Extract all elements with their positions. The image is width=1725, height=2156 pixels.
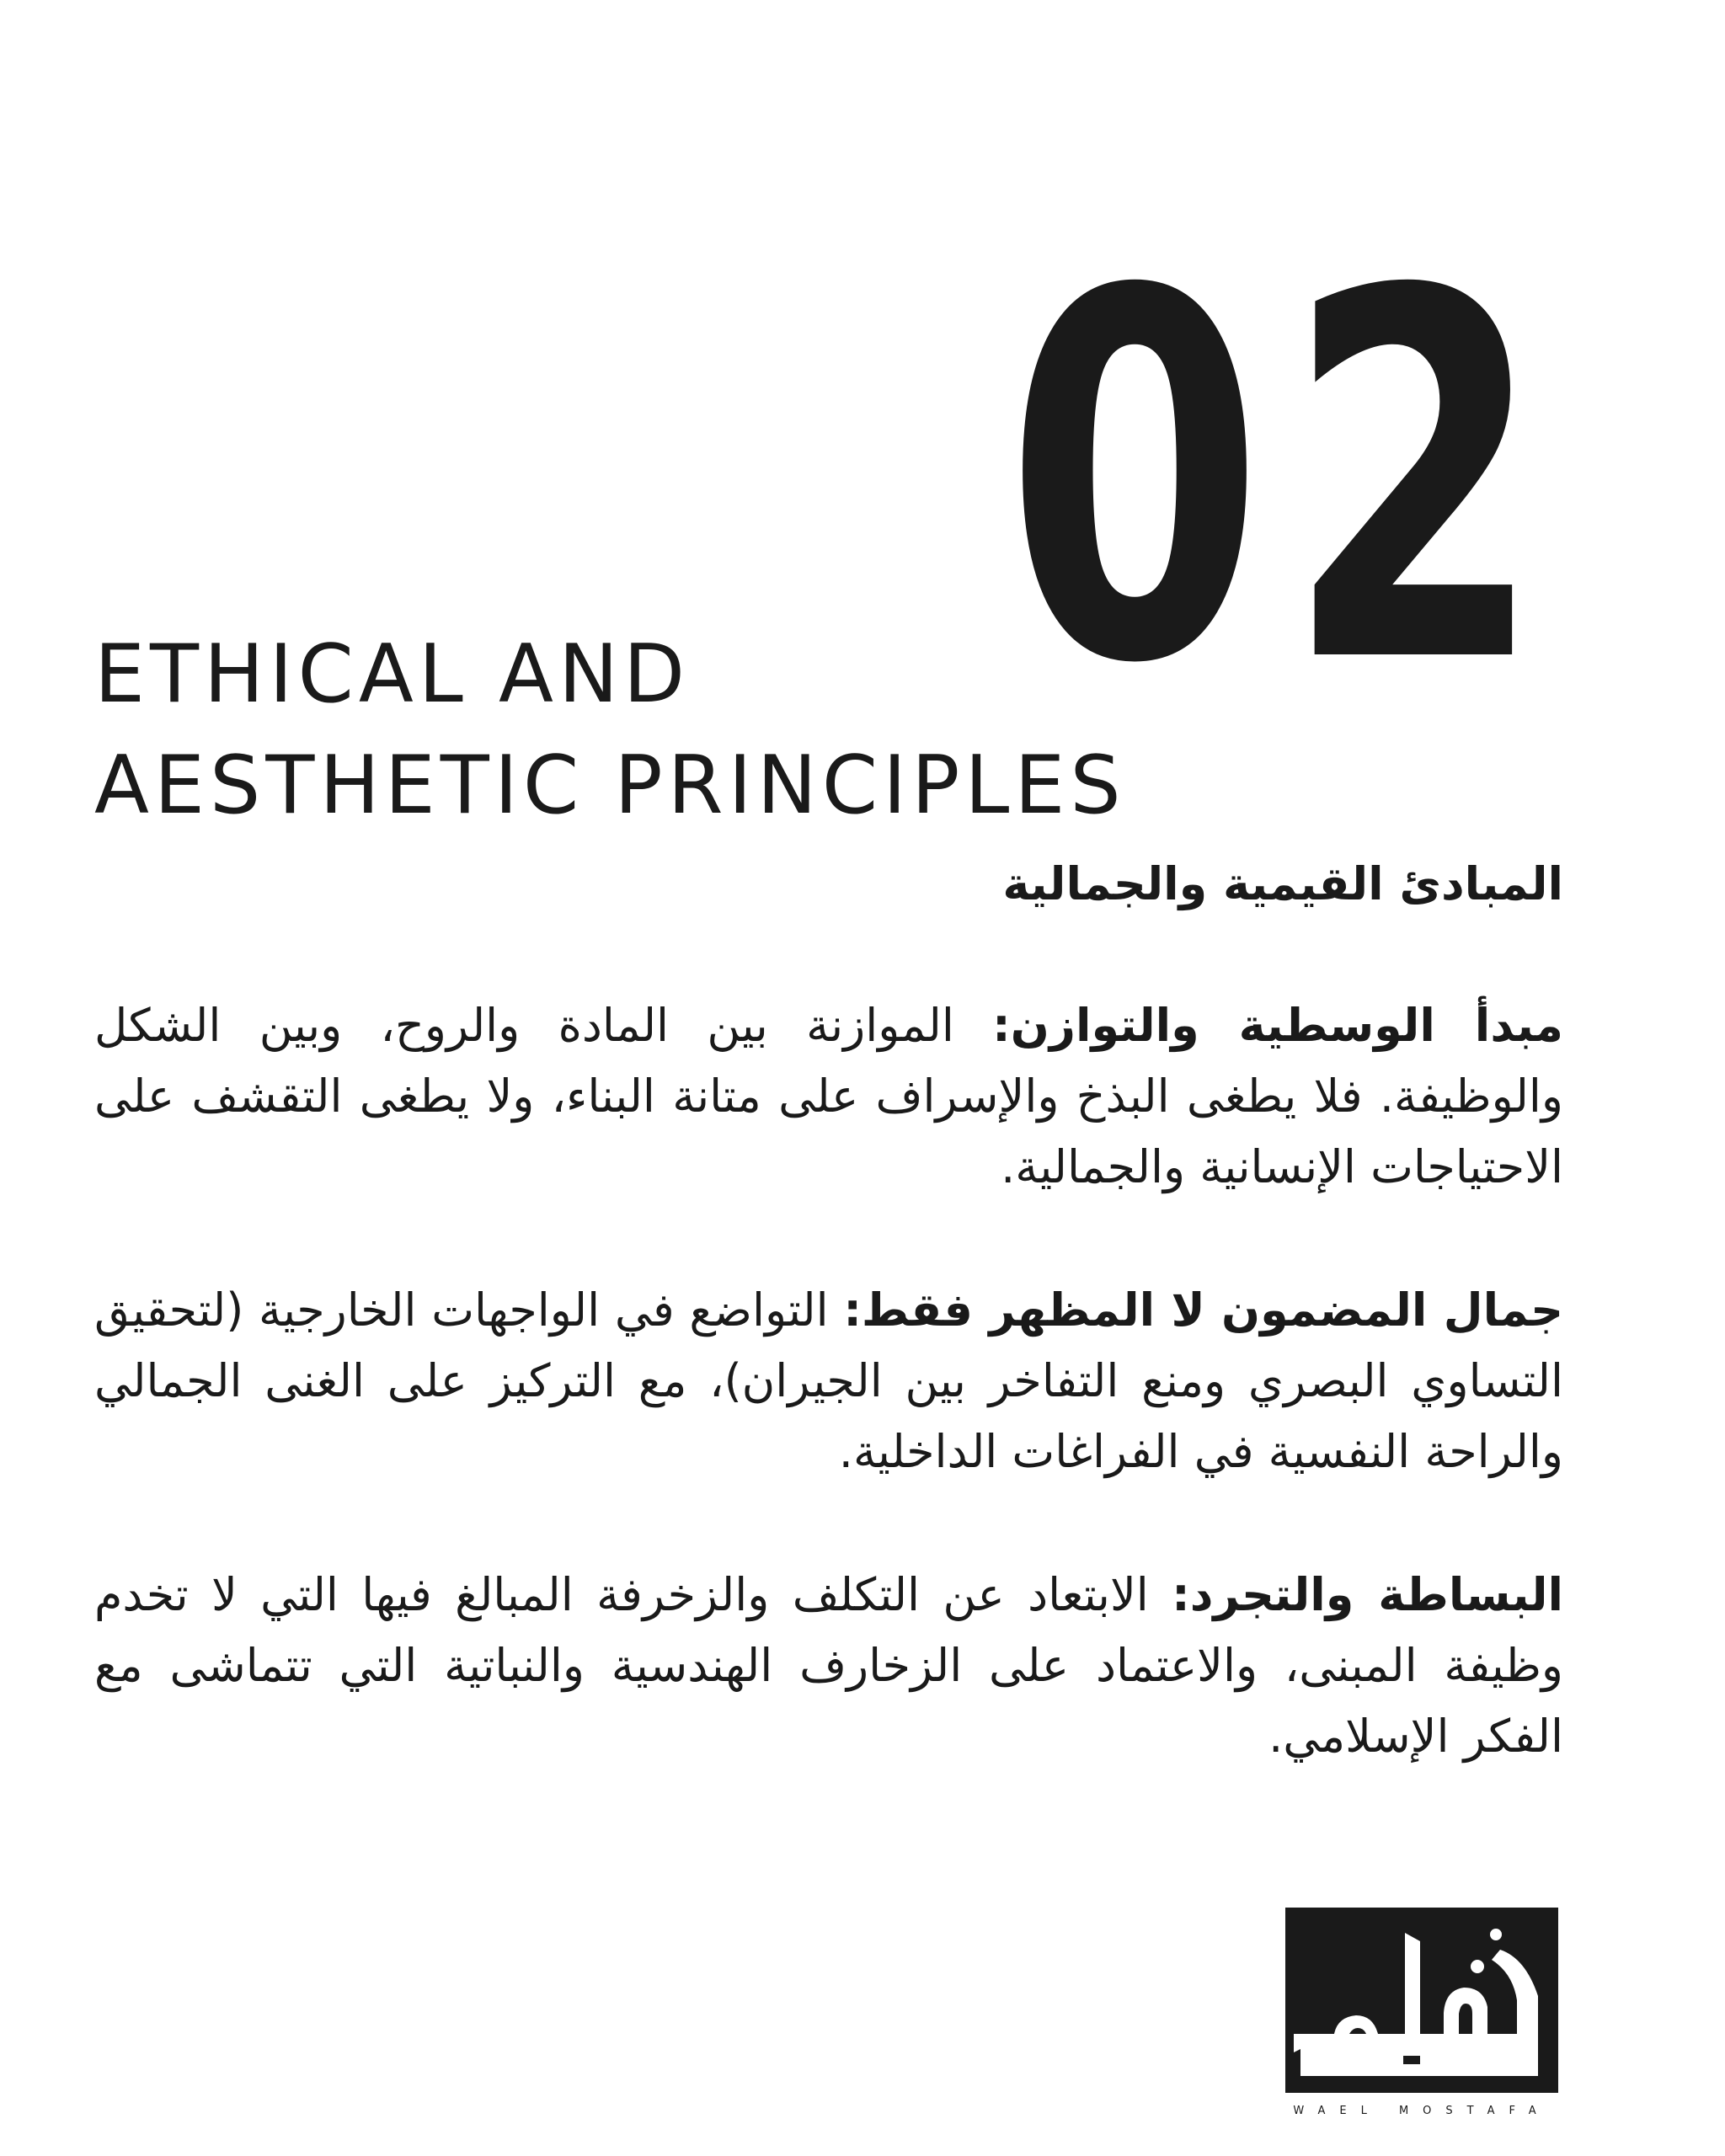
principle-text: التواضع في الواجهات الخارجية (لتحقيق التساوي البصري ومنع التفاخر بين الجيران)، مع التركيز على الغنى الجمالي والراحة النفسية في الفراغات الداخلية. <box>94 1283 1563 1478</box>
logo-caption: WAEL MOSTAFA <box>1293 2105 1551 2117</box>
principle-term: جمال المضمون لا المظهر فقط: <box>843 1283 1563 1337</box>
english-title-line-1: ETHICAL AND <box>94 628 691 721</box>
principle-paragraph-content-beauty <box>94 1275 1563 1487</box>
principle-term: البساطة والتجرد: <box>1172 1568 1563 1621</box>
arabic-section-heading: المبادئ القيمية والجمالية <box>1002 857 1563 910</box>
principle-term: مبدأ الوسطية والتوازن: <box>992 999 1563 1052</box>
english-title-line-2: AESTHETIC PRINCIPLES <box>94 739 1126 832</box>
english-title <box>94 619 1126 841</box>
arabic-content <box>94 849 1563 1844</box>
principle-text: الموازنة بين المادة والروح، وبين الشكل والوظيفة. فلا يطغى البذخ والإسراف على متانة البناء، ولا يطغى التقشف على الاحتياجات الإنسانية والجمالية. <box>94 999 1563 1193</box>
principle-paragraph-moderation <box>94 990 1563 1203</box>
chapter-number: 02 <box>1004 185 1565 774</box>
principle-text: الابتعاد عن التكلف والزخرفة المبالغ فيها التي لا تخدم وظيفة المبنى، والاعتماد على الزخارف الهندسية والنباتية التي تتماشى مع الفكر الإسلامي. <box>94 1568 1563 1763</box>
logo-mark-icon <box>1285 1908 1558 2093</box>
principle-paragraph-simplicity <box>94 1560 1563 1772</box>
brand-logo <box>1285 1908 1558 2128</box>
